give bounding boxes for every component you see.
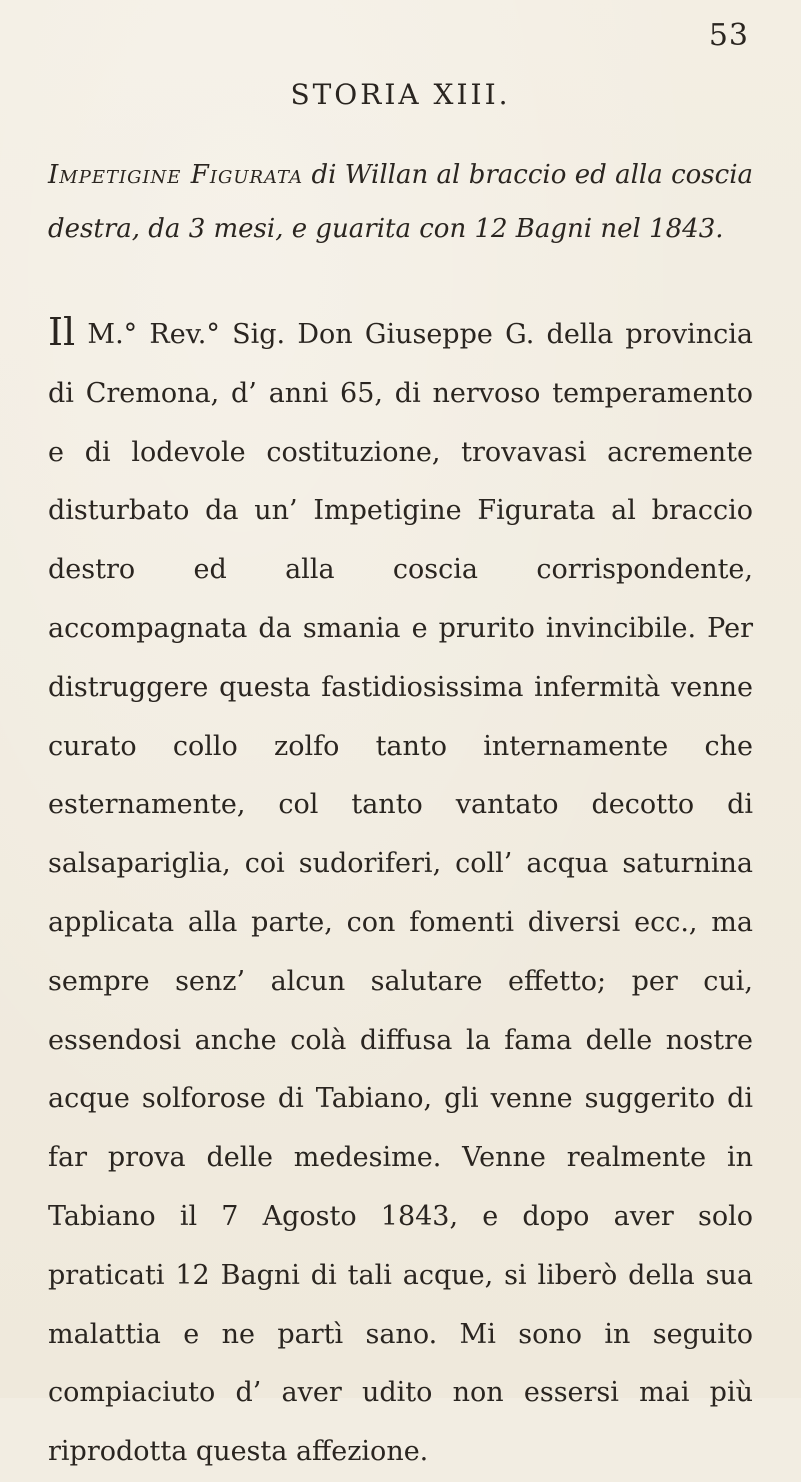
case-subtitle [48, 148, 753, 256]
drop-initial: Il [48, 310, 76, 354]
paragraph-text: M.° Rev.° Sig. Don Giuseppe G. della provincia di Cremona, d’ anni 65, di nervoso temperamento e di lodevole costituzione, trovavasi acremente disturbato da un’ Impetigine Figurata al braccio destro ed alla coscia corrispondente, accompagnata da smania e prurito invincibile. Per distruggere questa fastidiosissima infermità venne curato collo zolfo tanto internamente che esternamente, col tanto vantato decotto di salsapariglia, coi sudoriferi, coll’ acqua saturnina applicata alla parte, con fomenti diversi ecc., ma sempre senz’ alcun salutare effetto; per cui, essendosi anche colà diffusa la fama delle nostre acque solforose di Tabiano, gli venne suggerito di far prova delle medesime. Venne realmente in Tabiano il 7 Agosto 1843, e dopo aver solo praticati 12 Bagni di tali acque, si liberò della sua malattia e ne partì sano. Mi sono in seguito compiaciuto d’ aver udito non essersi mai più riprodotta questa affezione. [48, 319, 753, 1468]
page-number: 53 [708, 18, 749, 53]
case-body-paragraph [48, 306, 753, 1482]
diagnosis-name: Impetigine Figurata [48, 160, 304, 190]
subtitle-rest: di Willan al braccio ed alla coscia destra, da 3 mesi, e guarita con 12 Bagni nel 1843. [48, 160, 754, 244]
section-title: STORIA XIII. [290, 78, 511, 111]
